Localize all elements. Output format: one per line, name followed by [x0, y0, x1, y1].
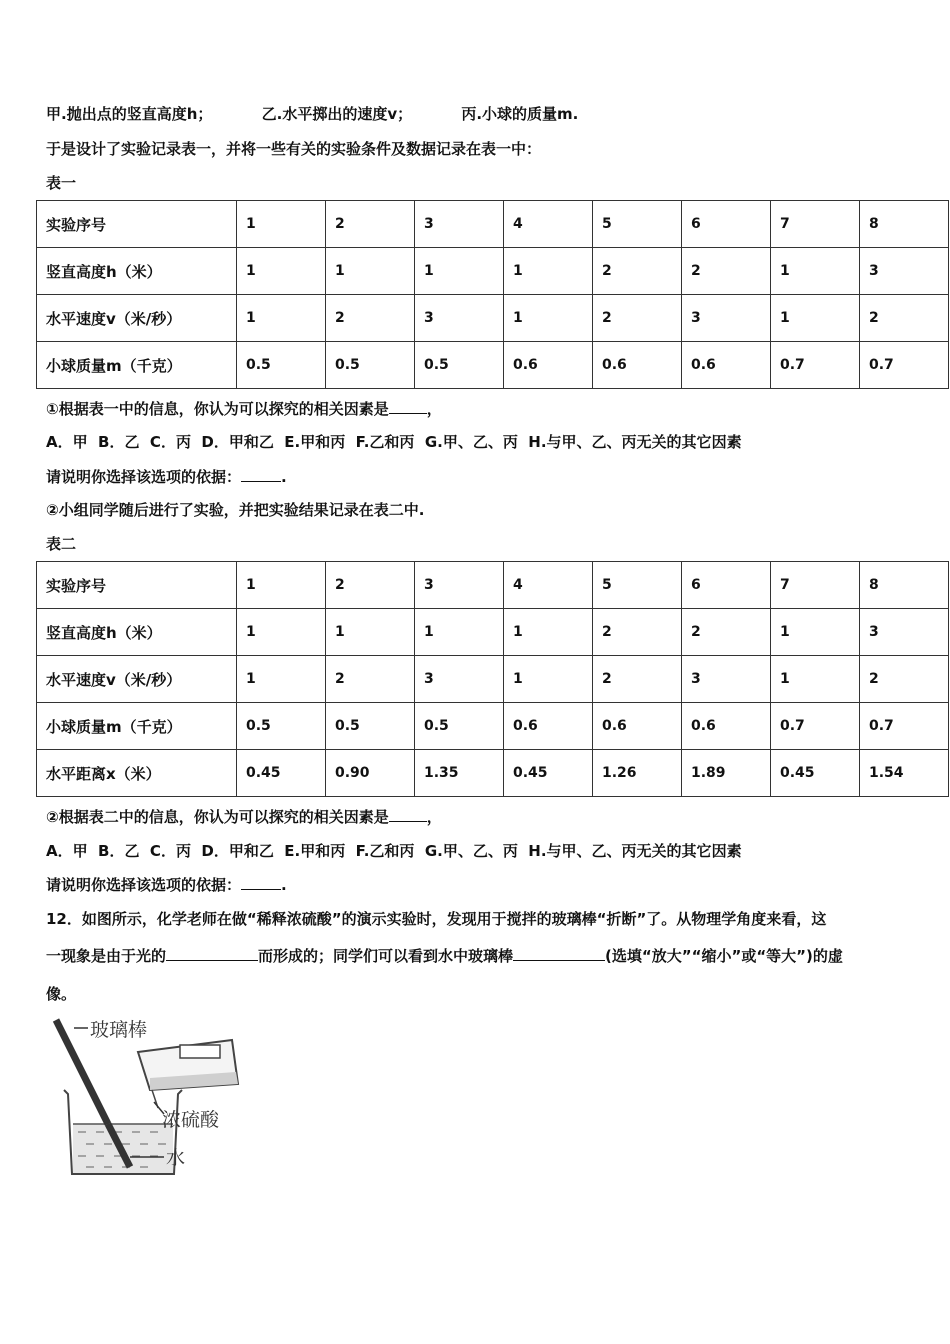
q12-line2-b: 而形成的；同学们可以看到水中玻璃棒 — [258, 947, 514, 965]
table-cell: 2 — [682, 248, 771, 295]
table-cell: 1 — [415, 609, 504, 656]
table-row — [37, 295, 949, 342]
table-cell: 1 — [326, 609, 415, 656]
table-cell: 1.54 — [860, 750, 949, 797]
table-row — [37, 750, 949, 797]
q2-question-end: ， — [426, 808, 442, 826]
table-cell: 3 — [415, 562, 504, 609]
table-row — [37, 703, 949, 750]
factor-bing: 丙.小球的质量m. — [461, 105, 579, 123]
q12-line3: 像。 — [46, 985, 77, 1003]
table-cell: 1 — [237, 562, 326, 609]
intro-text: 于是设计了实验记录表一，并将一些有关的实验条件及数据记录在表一中： — [46, 140, 542, 158]
table-cell: 1 — [237, 248, 326, 295]
table-cell: 0.7 — [771, 703, 860, 750]
q2-reason — [46, 874, 287, 895]
factor-jia: 甲.抛出点的竖直高度h； — [46, 105, 213, 123]
table-row — [37, 609, 949, 656]
factor-yi: 乙.水平掷出的速度v； — [261, 105, 413, 123]
q12-line2 — [46, 945, 843, 966]
table-cell: 2 — [682, 609, 771, 656]
table-cell: 8 — [860, 562, 949, 609]
q1-question-end: ， — [426, 400, 442, 418]
table2-caption: 表二 — [46, 535, 77, 553]
table-cell: 2 — [326, 201, 415, 248]
label-acid: 浓硫酸 — [162, 1109, 220, 1131]
table-cell: 0.90 — [326, 750, 415, 797]
table-cell: 0.45 — [771, 750, 860, 797]
table-cell: 0.6 — [504, 703, 593, 750]
q1-reason-end: . — [281, 468, 287, 486]
q12-line2-a: 一现象是由于光的 — [46, 947, 167, 965]
row-label: 实验序号 — [37, 562, 237, 609]
table-cell: 6 — [682, 201, 771, 248]
table-cell: 2 — [860, 295, 949, 342]
q2-reason-blank[interactable] — [241, 875, 281, 890]
table-cell: 3 — [860, 248, 949, 295]
table-cell: 6 — [682, 562, 771, 609]
table-cell: 3 — [860, 609, 949, 656]
table-cell: 2 — [326, 562, 415, 609]
table-cell: 3 — [682, 656, 771, 703]
table-cell: 0.5 — [326, 703, 415, 750]
table-cell: 0.7 — [771, 342, 860, 389]
row-label: 小球质量m（千克） — [37, 703, 237, 750]
table-cell: 1 — [504, 295, 593, 342]
table-cell: 3 — [415, 656, 504, 703]
table-cell: 0.7 — [860, 703, 949, 750]
table-one — [36, 200, 949, 389]
q2-question — [46, 806, 442, 827]
table-cell: 3 — [415, 201, 504, 248]
table-cell: 0.5 — [415, 342, 504, 389]
row-label: 水平速度v（米/秒） — [37, 656, 237, 703]
table-row — [37, 201, 949, 248]
table-row — [37, 562, 949, 609]
table-cell: 1.35 — [415, 750, 504, 797]
q12-line1: 12．如图所示，化学老师在做“稀释浓硫酸”的演示实验时，发现用于搅拌的玻璃棒“折断”了。从物理学角度来看，这 — [46, 910, 827, 928]
table-cell: 1.89 — [682, 750, 771, 797]
q12-blank-2[interactable] — [513, 946, 605, 961]
acid-container-label — [180, 1045, 220, 1058]
table-cell: 1 — [771, 609, 860, 656]
table-cell: 3 — [415, 295, 504, 342]
table-cell: 0.5 — [237, 342, 326, 389]
row-label: 小球质量m（千克） — [37, 342, 237, 389]
table-cell: 0.6 — [682, 703, 771, 750]
table-cell: 0.5 — [415, 703, 504, 750]
table-cell: 4 — [504, 201, 593, 248]
q1-answer-blank[interactable] — [389, 399, 427, 414]
table-row — [37, 656, 949, 703]
table-cell: 0.5 — [237, 703, 326, 750]
table-cell: 3 — [682, 295, 771, 342]
table-cell: 0.6 — [682, 342, 771, 389]
q12-line2-c: (选填“放大”“缩小”或“等大”)的虚 — [605, 947, 843, 965]
q1-question — [46, 398, 442, 419]
label-glass-rod: 玻璃棒 — [90, 1019, 148, 1041]
table-cell: 1 — [504, 248, 593, 295]
table-cell: 2 — [593, 295, 682, 342]
table-cell: 1 — [415, 248, 504, 295]
table-cell: 1 — [771, 656, 860, 703]
q2-answer-blank[interactable] — [389, 807, 427, 822]
table-cell: 0.6 — [504, 342, 593, 389]
table-cell: 1 — [237, 201, 326, 248]
row-label: 竖直高度h（米） — [37, 609, 237, 656]
table-cell: 7 — [771, 562, 860, 609]
table-cell: 0.7 — [860, 342, 949, 389]
table1-caption: 表一 — [46, 174, 77, 192]
row-label: 水平速度v（米/秒） — [37, 295, 237, 342]
table-cell: 2 — [593, 248, 682, 295]
table-cell: 2 — [593, 609, 682, 656]
table-cell: 2 — [860, 656, 949, 703]
step2-text: ②小组同学随后进行了实验，并把实验结果记录在表二中. — [46, 501, 425, 519]
factors-line — [46, 103, 578, 124]
table-cell: 7 — [771, 201, 860, 248]
q2-question-text: ②根据表二中的信息，你认为可以探究的相关因素是 — [46, 808, 389, 826]
table-cell: 0.6 — [593, 342, 682, 389]
table-cell: 1 — [504, 609, 593, 656]
table-cell: 1 — [326, 248, 415, 295]
table-cell: 2 — [593, 656, 682, 703]
table-cell: 2 — [326, 295, 415, 342]
table-cell: 1 — [237, 609, 326, 656]
table-row — [37, 342, 949, 389]
q2-options: A．甲 B．乙 C．丙 D．甲和乙 E.甲和丙 F.乙和丙 G.甲、乙、丙 H.与甲、乙、丙无关的其它因素 — [46, 842, 742, 860]
q1-options: A．甲 B．乙 C．丙 D．甲和乙 E.甲和丙 F.乙和丙 G.甲、乙、丙 H.与甲、乙、丙无关的其它因素 — [46, 433, 742, 451]
table-cell: 1 — [504, 656, 593, 703]
table-cell: 0.45 — [504, 750, 593, 797]
table-cell: 1.26 — [593, 750, 682, 797]
q1-reason — [46, 466, 287, 487]
q1-reason-blank[interactable] — [241, 467, 281, 482]
table-cell: 5 — [593, 201, 682, 248]
table-cell: 1 — [771, 248, 860, 295]
label-water: 水 — [166, 1147, 186, 1169]
table-cell: 4 — [504, 562, 593, 609]
table-cell: 0.45 — [237, 750, 326, 797]
table-row — [37, 248, 949, 295]
table-cell: 1 — [237, 295, 326, 342]
q1-question-text: ①根据表一中的信息，你认为可以探究的相关因素是 — [46, 400, 389, 418]
table-cell: 5 — [593, 562, 682, 609]
table-cell: 1 — [771, 295, 860, 342]
table-cell: 1 — [237, 656, 326, 703]
q2-reason-end: . — [281, 876, 287, 894]
table-cell: 8 — [860, 201, 949, 248]
table-cell: 0.6 — [593, 703, 682, 750]
row-label: 水平距离x（米） — [37, 750, 237, 797]
q2-reason-text: 请说明你选择该选项的依据： — [46, 876, 242, 894]
beaker-diagram — [46, 1012, 256, 1182]
table-cell: 0.5 — [326, 342, 415, 389]
q1-reason-text: 请说明你选择该选项的依据： — [46, 468, 242, 486]
table-two — [36, 561, 949, 797]
q12-blank-1[interactable] — [166, 946, 258, 961]
beaker-figure — [46, 1012, 256, 1182]
row-label: 实验序号 — [37, 201, 237, 248]
table-cell: 2 — [326, 656, 415, 703]
row-label: 竖直高度h（米） — [37, 248, 237, 295]
